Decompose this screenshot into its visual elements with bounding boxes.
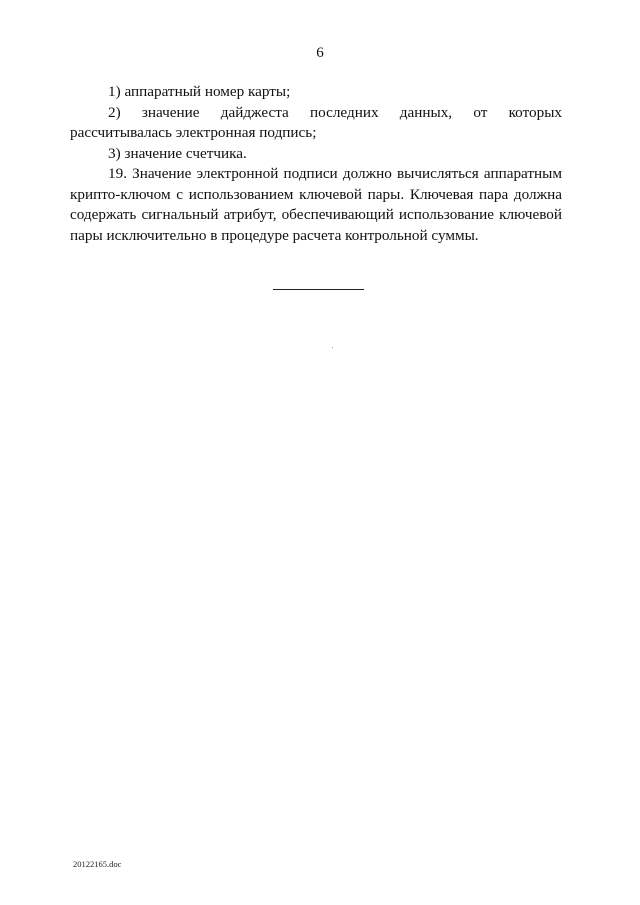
scan-speck bbox=[332, 347, 333, 348]
end-divider-line bbox=[273, 289, 364, 290]
list-item-card-number: 1) аппаратный номер карты; bbox=[108, 83, 291, 100]
list-item-digest-line1: 2) значение дайджеста последних данных, от которых bbox=[108, 103, 562, 121]
list-item-digest-line2: рассчитывалась электронная подпись; bbox=[70, 124, 317, 141]
page-number: 6 bbox=[316, 45, 324, 61]
footer-document-code: 20122165.doc bbox=[73, 859, 122, 869]
list-item-counter: 3) значение счетчика. bbox=[108, 144, 247, 162]
clause-19-paragraph: 19. Значение электронной подписи должно вычисляться аппаратным крипто-ключом с использованием ключевой пары. Ключевая пара должна содержать сигнальный атрибут, обеспечивающий использование ключевой пары исключительно в процедуре расчета контрольной суммы. bbox=[70, 165, 562, 244]
document-body bbox=[70, 82, 562, 246]
